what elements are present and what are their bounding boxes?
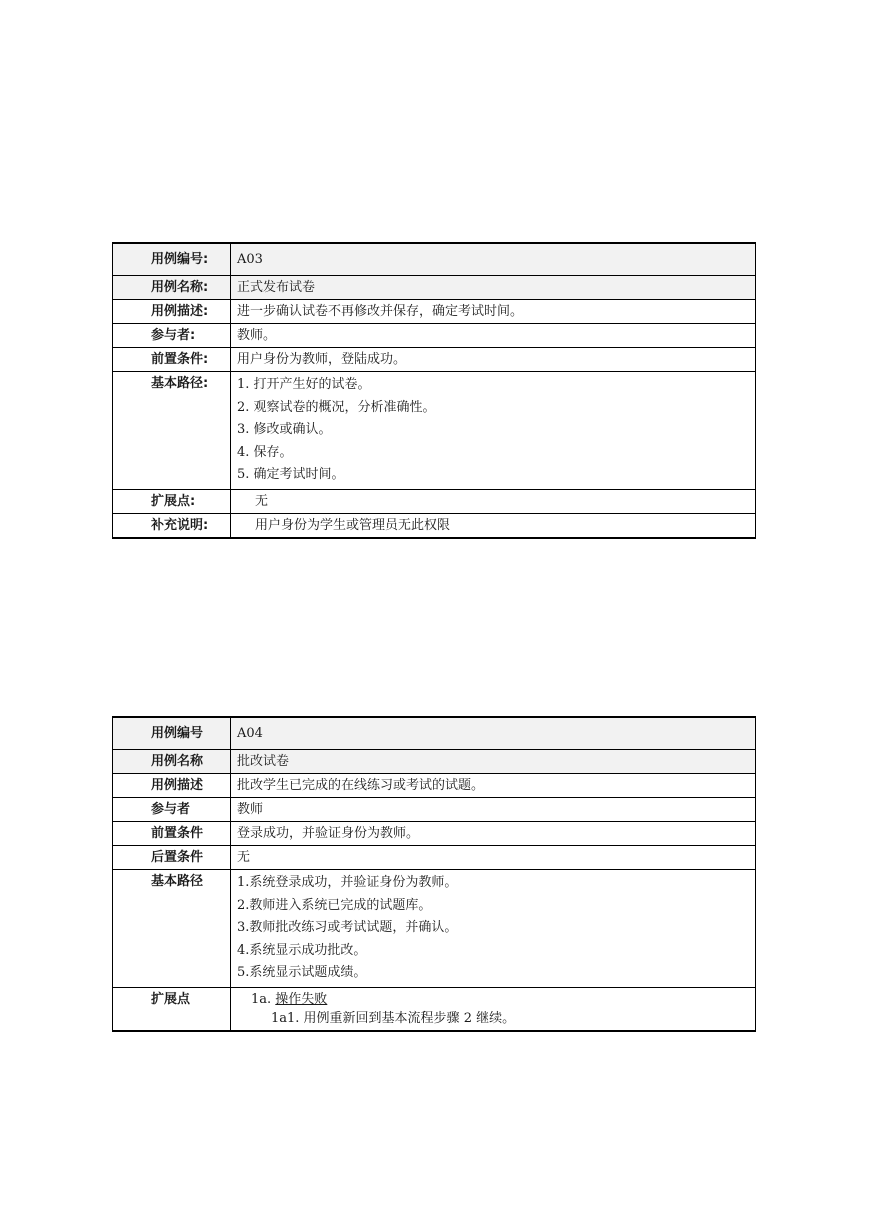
path-step: 2. 观察试卷的概况，分析准确性。 bbox=[237, 399, 436, 415]
row-value-ext bbox=[231, 987, 756, 1031]
row-value-id: A03 bbox=[231, 243, 756, 276]
row-label-ext: 扩展点: bbox=[113, 489, 231, 513]
row-label-pre: 前置条件 bbox=[113, 822, 231, 846]
path-step: 3.教师批改练习或考试试题，并确认。 bbox=[237, 920, 458, 935]
row-value-actor: 教师 bbox=[231, 798, 756, 822]
row-label-path: 基本路径: bbox=[113, 372, 231, 490]
table-row bbox=[113, 750, 756, 774]
table-row bbox=[113, 846, 756, 870]
row-value-ext: 无 bbox=[231, 489, 756, 513]
row-label-pre: 前置条件: bbox=[113, 348, 231, 372]
table-row bbox=[113, 987, 756, 1031]
path-step: 1.系统登录成功，并验证身份为教师。 bbox=[237, 875, 458, 890]
path-step: 4.系统显示成功批改。 bbox=[237, 942, 367, 958]
path-step: 5. 确定考试时间。 bbox=[237, 467, 345, 482]
extension-heading bbox=[237, 990, 749, 1009]
path-step: 2.教师进入系统已完成的试题库。 bbox=[237, 897, 432, 913]
use-case-table-a03 bbox=[112, 242, 756, 539]
extension-prefix: 1a. bbox=[251, 991, 272, 1007]
table-row bbox=[113, 372, 756, 490]
row-value-desc: 进一步确认试卷不再修改并保存，确定考试时间。 bbox=[231, 300, 756, 324]
extension-substep: 1a1. 用例重新回到基本流程步骤 2 继续。 bbox=[271, 1010, 516, 1026]
row-label-desc: 用例描述 bbox=[113, 774, 231, 798]
table-row bbox=[113, 822, 756, 846]
row-value-post: 无 bbox=[231, 846, 756, 870]
row-label-ext: 扩展点 bbox=[113, 987, 231, 1031]
row-label-post: 后置条件 bbox=[113, 846, 231, 870]
table-row bbox=[113, 300, 756, 324]
row-value-name: 批改试卷 bbox=[231, 750, 756, 774]
row-value-desc: 批改学生已完成的在线练习或考试的试题。 bbox=[231, 774, 756, 798]
path-step: 1. 打开产生好的试卷。 bbox=[237, 377, 371, 392]
table-row bbox=[113, 870, 756, 988]
table-row bbox=[113, 243, 756, 276]
row-label-path: 基本路径 bbox=[113, 870, 231, 988]
row-label-actor: 参与者 bbox=[113, 798, 231, 822]
row-label-id: 用例编号 bbox=[113, 717, 231, 750]
row-label-name: 用例名称 bbox=[113, 750, 231, 774]
table-row bbox=[113, 348, 756, 372]
table-row bbox=[113, 798, 756, 822]
row-value-pre: 登录成功，并验证身份为教师。 bbox=[231, 822, 756, 846]
table-row bbox=[113, 276, 756, 300]
extension-title: 操作失败 bbox=[275, 991, 328, 1007]
row-value-note: 用户身份为学生或管理员无此权限 bbox=[231, 513, 756, 538]
path-step: 5.系统显示试题成绩。 bbox=[237, 965, 367, 980]
table-row bbox=[113, 489, 756, 513]
row-value-id: A04 bbox=[231, 717, 756, 750]
path-step: 4. 保存。 bbox=[237, 444, 293, 460]
use-case-table-a04 bbox=[112, 716, 756, 1032]
row-label-note: 补充说明: bbox=[113, 513, 231, 538]
row-label-actor: 参与者: bbox=[113, 324, 231, 348]
path-step: 3. 修改或确认。 bbox=[237, 422, 332, 437]
row-label-id: 用例编号: bbox=[113, 243, 231, 276]
row-value-actor: 教师。 bbox=[231, 324, 756, 348]
row-value-path bbox=[231, 372, 756, 490]
row-label-desc: 用例描述: bbox=[113, 300, 231, 324]
table-row bbox=[113, 717, 756, 750]
table-row bbox=[113, 324, 756, 348]
row-value-name: 正式发布试卷 bbox=[231, 276, 756, 300]
row-label-name: 用例名称: bbox=[113, 276, 231, 300]
row-value-pre: 用户身份为教师，登陆成功。 bbox=[231, 348, 756, 372]
table-row bbox=[113, 774, 756, 798]
row-value-path bbox=[231, 870, 756, 988]
table-row bbox=[113, 513, 756, 538]
